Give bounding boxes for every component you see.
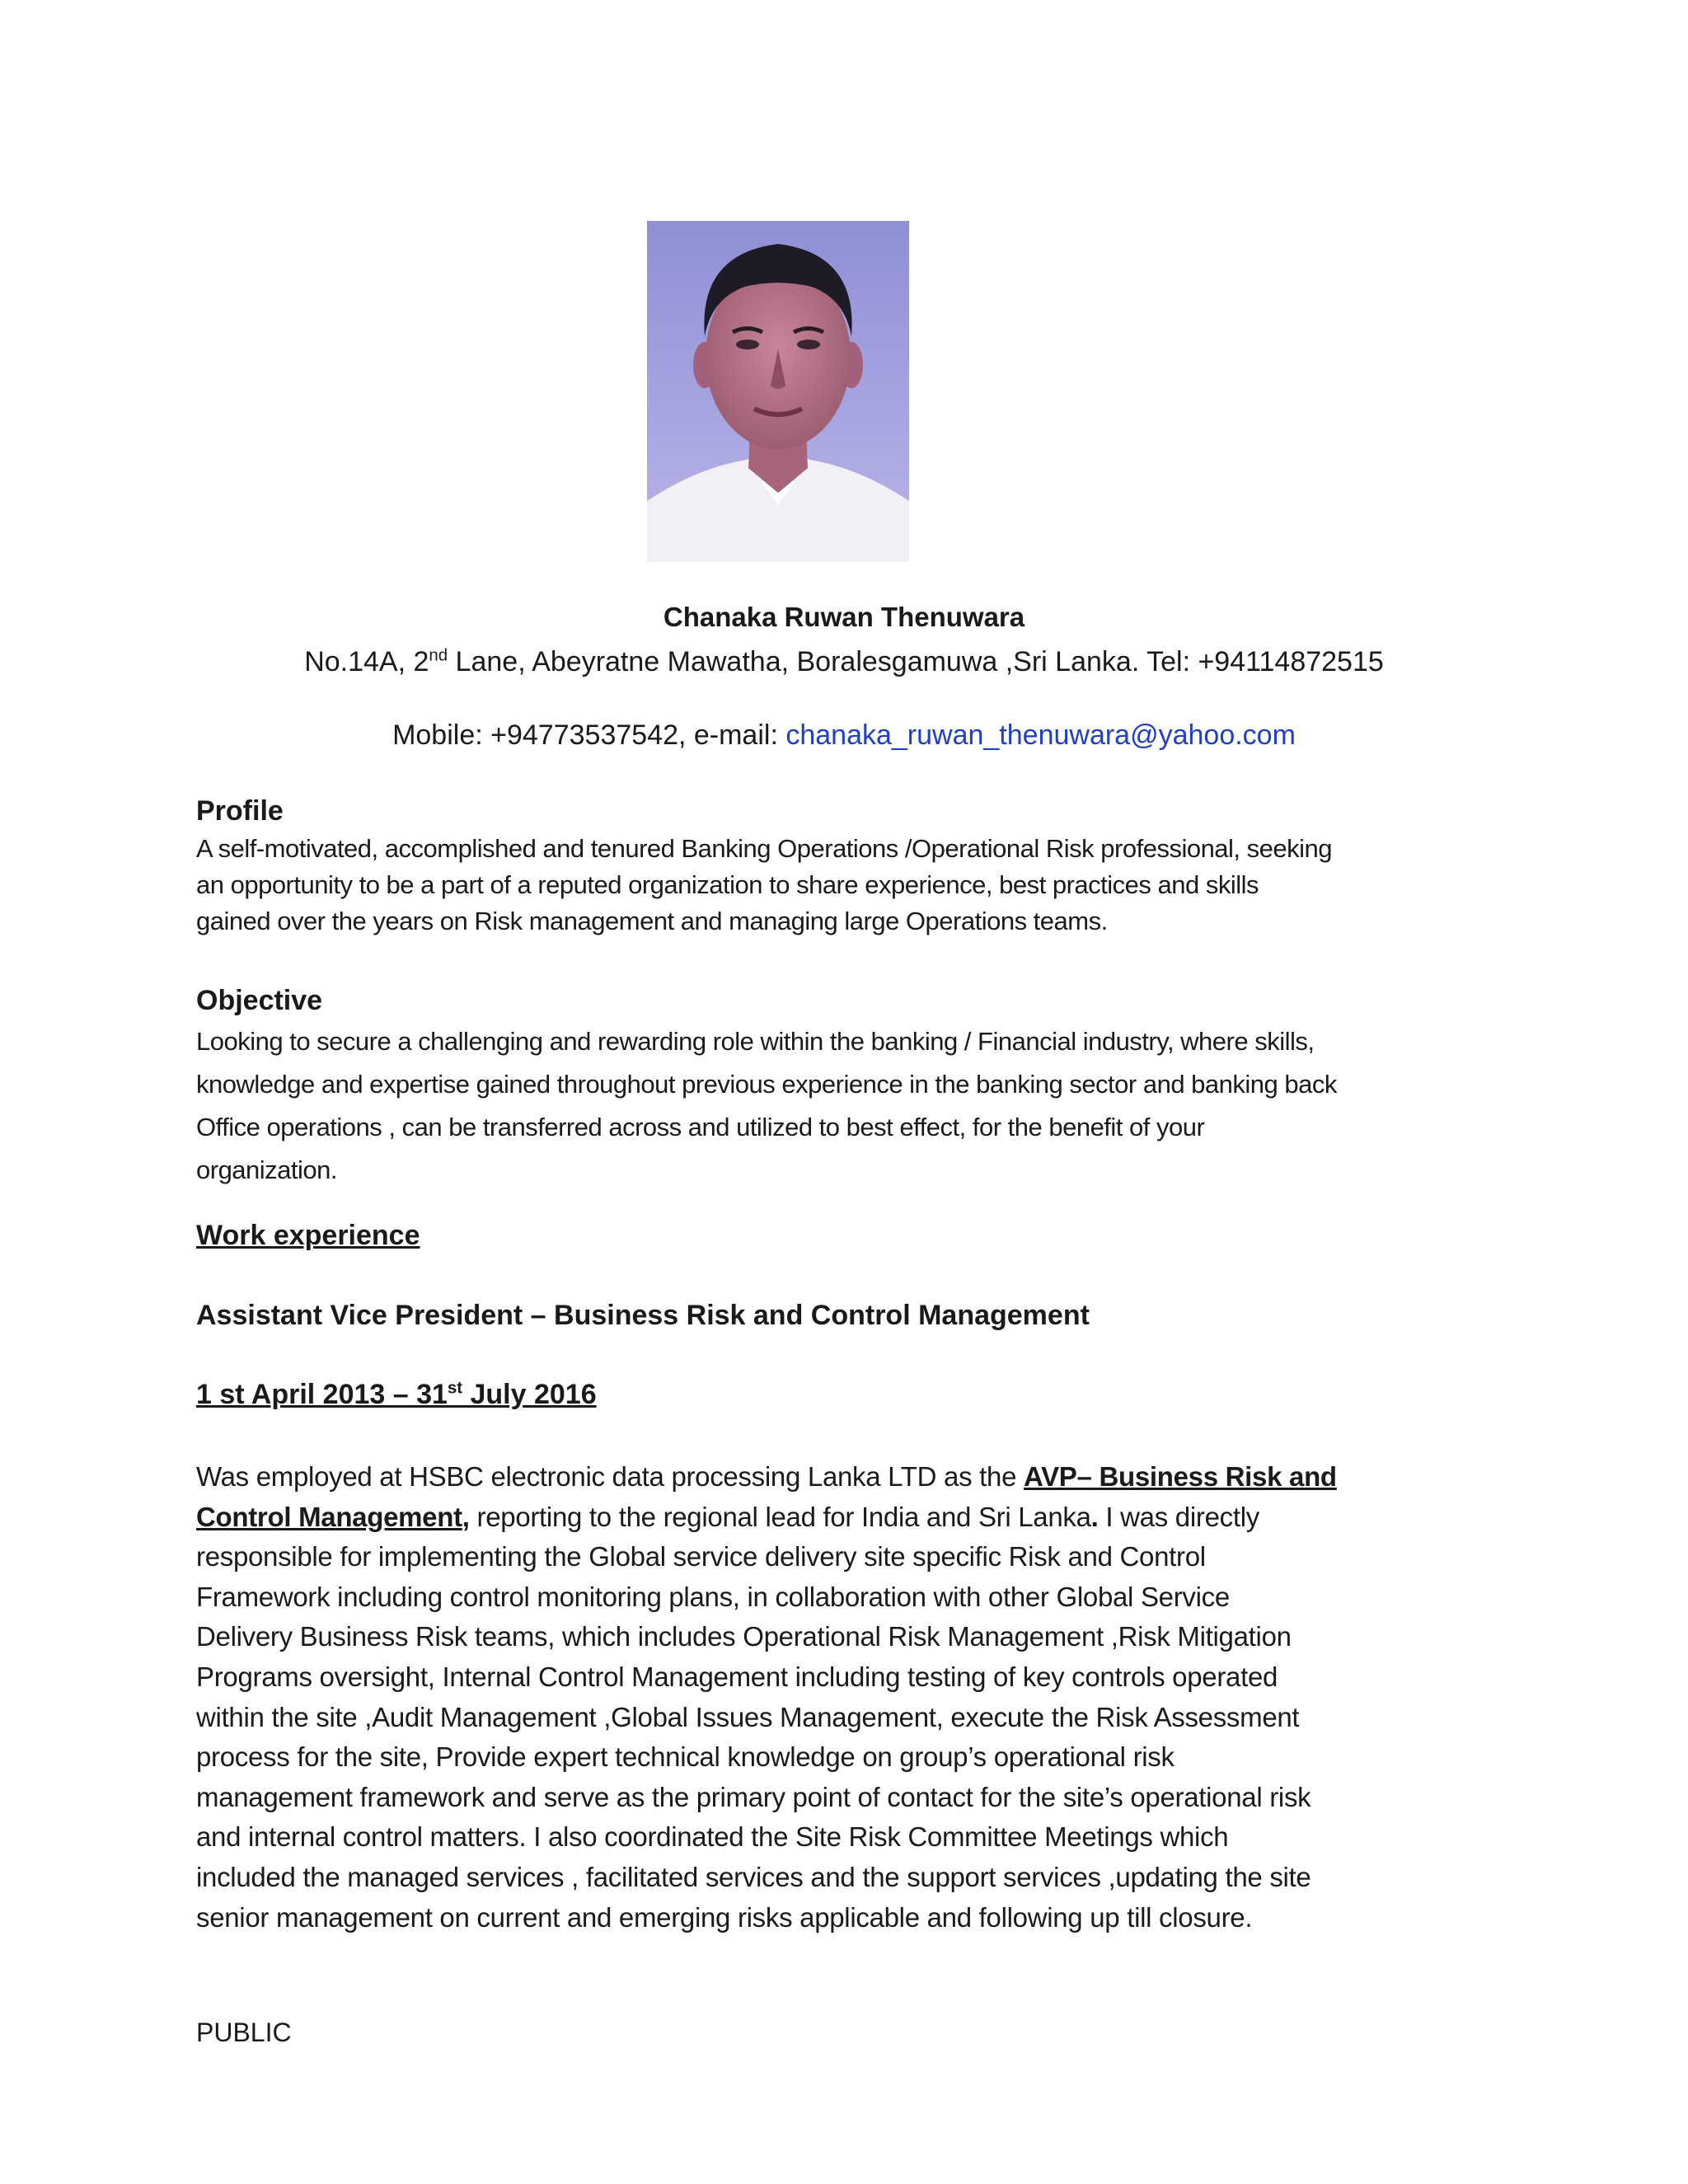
objective-line: organization. (196, 1155, 338, 1184)
objective-text (196, 1020, 1482, 1192)
profile-line: an opportunity to be a part of a reputed organization to share experience, best practices and skills (196, 870, 1259, 899)
candidate-name: Chanaka Ruwan Thenuwara (663, 602, 1025, 632)
address-line (0, 646, 1688, 678)
experience-line: Framework including control monitoring plans, in collaboration with other Global Service (196, 1581, 1230, 1612)
job-period (196, 1379, 597, 1411)
profile-line: A self-motivated, accomplished and tenured Banking Operations /Operational Risk professional, seeking (196, 834, 1333, 863)
objective-line: knowledge and expertise gained throughout previous experience in the banking sector and banking back (196, 1070, 1337, 1099)
address-suffix: Lane, Abeyratne Mawatha, Boralesgamuwa ,Sri Lanka. Tel: +94114872515 (448, 646, 1384, 677)
bold-period: . (1090, 1501, 1099, 1532)
experience-text: reporting to the regional lead for India and Sri Lanka (469, 1501, 1091, 1532)
experience-line: responsible for implementing the Global service delivery site specific Risk and Control (196, 1541, 1206, 1572)
job-title: Assistant Vice President – Business Risk and Control Management (196, 1300, 1090, 1331)
work-experience-heading: Work experience (196, 1220, 420, 1251)
profile-text (196, 831, 1482, 940)
period-start: 1 st April 2013 – 31 (196, 1379, 448, 1410)
objective-line: Looking to secure a challenging and rewarding role within the banking / Financial industry, where skills, (196, 1027, 1315, 1056)
experience-description (196, 1457, 1482, 1938)
portrait-image (647, 221, 909, 562)
experience-line (196, 1457, 1482, 1497)
experience-text: I was directly (1098, 1501, 1259, 1532)
experience-line: within the site ,Audit Management ,Global Issues Management, execute the Risk Assessment (196, 1701, 1300, 1732)
experience-line: senior management on current and emerging risks applicable and following up till closure. (196, 1901, 1253, 1933)
email-link[interactable]: chanaka_ruwan_thenuwara@yahoo.com (785, 719, 1296, 751)
role-highlight: Control Management (196, 1501, 462, 1532)
experience-line: included the managed services , facilitated services and the support services ,updating the site (196, 1861, 1311, 1892)
experience-line: process for the site, Provide expert technical knowledge on group’s operational risk (196, 1741, 1175, 1773)
experience-line: Programs oversight, Internal Control Management including testing of key controls operated (196, 1661, 1278, 1692)
bold-comma: , (462, 1501, 470, 1532)
profile-line: gained over the years on Risk management and managing large Operations teams. (196, 907, 1108, 935)
period-end: July 2016 (462, 1379, 597, 1410)
address-superscript: nd (429, 646, 448, 665)
role-highlight: AVP– Business Risk and (1024, 1461, 1337, 1492)
contact-line (0, 719, 1688, 752)
experience-line: and internal control matters. I also coordinated the Site Risk Committee Meetings which (196, 1821, 1229, 1853)
period-superscript: st (447, 1379, 463, 1398)
mobile-text: Mobile: +94773537542, e-mail: (392, 719, 786, 751)
experience-line: Delivery Business Risk teams, which includes Operational Risk Management ,Risk Mitigation (196, 1621, 1292, 1652)
classification-label: PUBLIC (196, 2018, 292, 2047)
experience-line: management framework and serve as the primary point of contact for the site’s operational risk (196, 1781, 1311, 1812)
objective-heading: Objective (196, 985, 323, 1016)
experience-text: Was employed at HSBC electronic data processing Lanka LTD as the (196, 1461, 1025, 1492)
address-prefix: No.14A, 2 (304, 646, 429, 677)
profile-photo (647, 221, 909, 562)
objective-line: Office operations , can be transferred across and utilized to best effect, for the benefit of your (196, 1113, 1205, 1141)
profile-heading: Profile (196, 795, 284, 827)
experience-line (196, 1497, 1482, 1538)
